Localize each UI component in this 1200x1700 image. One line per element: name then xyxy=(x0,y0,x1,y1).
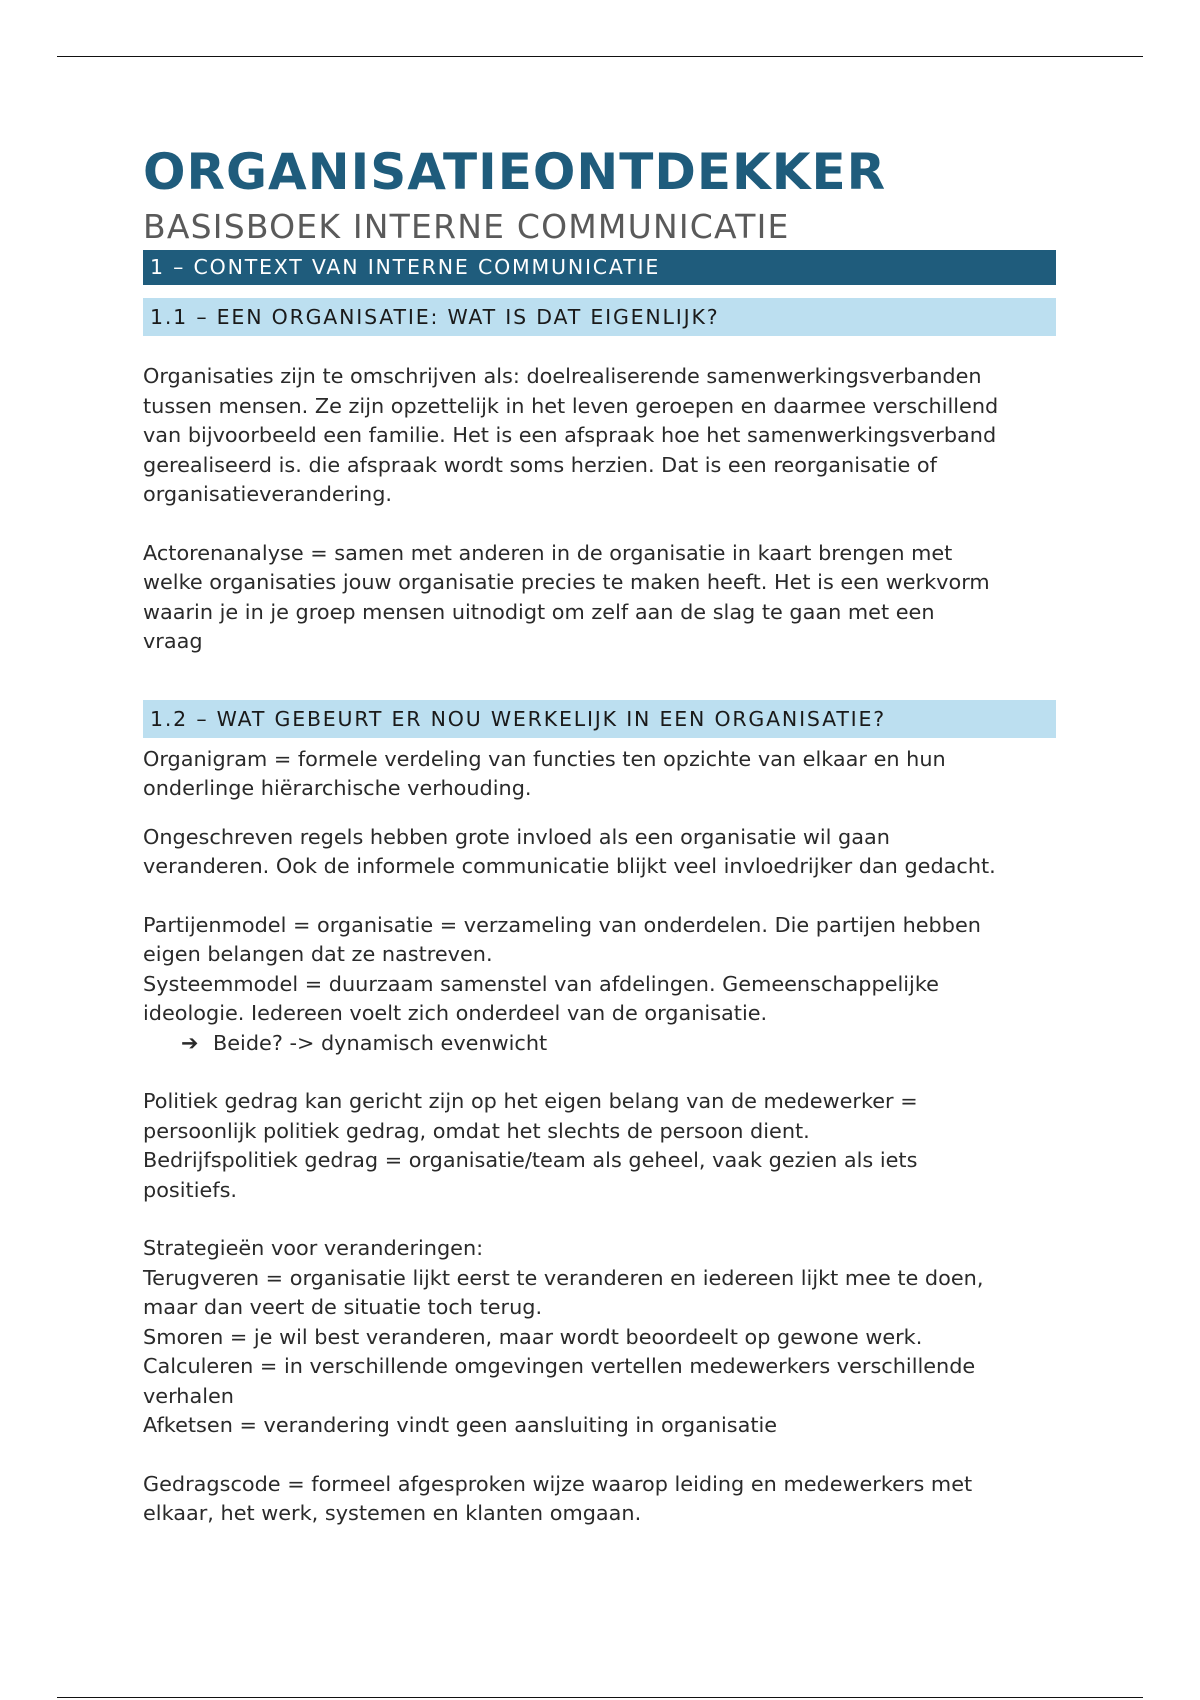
text-line: maar dan veert de situatie toch terug. xyxy=(143,1295,543,1319)
text-line: Gedragscode = formeel afgesproken wijze waarop leiding en medewerkers met xyxy=(143,1471,973,1496)
text-line: persoonlijk politiek gedrag, omdat het slechts de persoon dient. xyxy=(143,1118,810,1143)
text-line: Politiek gedrag kan gericht zijn op het eigen belang van de medewerker = xyxy=(143,1089,918,1113)
arrow-right-icon: ➔ xyxy=(181,1030,199,1055)
paragraph-strategieen xyxy=(143,1234,1056,1441)
text-line: tussen mensen. Ze zijn opzettelijk in het leven geroepen en daarmee verschillend xyxy=(143,393,999,418)
text-line: Organisaties zijn te omschrijven als: doelrealiserende samenwerkingsverbanden xyxy=(143,364,982,388)
paragraph-gedragscode xyxy=(143,1470,1056,1529)
text-line: elkaar, het werk, systemen en klanten omgaan. xyxy=(143,1501,642,1525)
section-heading-1-2: 1.2 – WAT GEBEURT ER NOU WERKELIJK IN EEN ORGANISATIE? xyxy=(143,700,1056,738)
text-line: Calculeren = in verschillende omgevingen vertellen medewerkers verschillende xyxy=(143,1354,976,1378)
text-line: van bijvoorbeeld een familie. Het is een afspraak hoe het samenwerkingsverband xyxy=(143,423,997,447)
document-page xyxy=(143,140,1056,1529)
text-line: Actorenanalyse = samen met anderen in de organisatie in kaart brengen met xyxy=(143,540,953,565)
text-line: Strategieën voor veranderingen: xyxy=(143,1236,484,1260)
text-line: gerealiseerd is. die afspraak wordt soms herzien. Dat is een reorganisatie of xyxy=(143,452,937,477)
document-subtitle: BASISBOEK INTERNE COMMUNICATIE xyxy=(143,207,790,246)
text-line: verhalen xyxy=(143,1383,234,1408)
paragraph-partijenmodel xyxy=(143,911,1056,1059)
paragraph-organisaties xyxy=(143,362,1056,510)
text-line: Ongeschreven regels hebben grote invloed als een organisatie wil gaan xyxy=(143,824,890,849)
text-line: Partijenmodel = organisatie = verzameling van onderdelen. Die partijen hebben xyxy=(143,912,981,937)
paragraph-politiek-gedrag xyxy=(143,1087,1056,1205)
page-bottom-rule xyxy=(57,1697,1143,1698)
text-line: organisatieverandering. xyxy=(143,482,393,506)
text-line: eigen belangen dat ze nastreven. xyxy=(143,942,493,966)
text-line: ideologie. Iedereen voelt zich onderdeel van de organisatie. xyxy=(143,1001,768,1025)
text-line: Systeemmodel = duurzaam samenstel van afdelingen. Gemeenschappelijke xyxy=(143,971,939,996)
section-heading-1-1: 1.1 – EEN ORGANISATIE: WAT IS DAT EIGENLIJK? xyxy=(143,298,1056,336)
paragraph-actorenanalyse xyxy=(143,539,1056,657)
document-title: ORGANISATIEONTDEKKER xyxy=(143,143,887,201)
chapter-heading: 1 – CONTEXT VAN INTERNE COMMUNICATIE xyxy=(143,250,1056,285)
text-line: veranderen. Ook de informele communicatie blijkt veel invloedrijker dan gedacht. xyxy=(143,854,996,878)
paragraph-organigram xyxy=(143,745,1056,804)
text-line: Terugveren = organisatie lijkt eerst te veranderen en iedereen lijkt mee te doen, xyxy=(143,1265,984,1290)
text-line: Afketsen = verandering vindt geen aansluiting in organisatie xyxy=(143,1413,778,1437)
arrow-bullet-item xyxy=(143,1029,1056,1059)
paragraph-ongeschreven-regels xyxy=(143,823,1056,882)
text-line: vraag xyxy=(143,629,203,653)
text-line: Bedrijfspolitiek gedrag = organisatie/team als geheel, vaak gezien als iets xyxy=(143,1148,918,1172)
text-line: Organigram = formele verdeling van functies ten opzichte van elkaar en hun xyxy=(143,746,946,771)
text-line: waarin je in je groep mensen uitnodigt om zelf aan de slag te gaan met een xyxy=(143,599,935,624)
text-line: onderlinge hiërarchische verhouding. xyxy=(143,776,532,800)
arrow-bullet-text: Beide? -> dynamisch evenwicht xyxy=(213,1030,548,1055)
text-line: Smoren = je wil best veranderen, maar wordt beoordeelt op gewone werk. xyxy=(143,1324,923,1349)
text-line: welke organisaties jouw organisatie precies te maken heeft. Het is een werkvorm xyxy=(143,570,990,594)
text-line: positiefs. xyxy=(143,1177,238,1202)
page-top-rule xyxy=(57,56,1143,57)
